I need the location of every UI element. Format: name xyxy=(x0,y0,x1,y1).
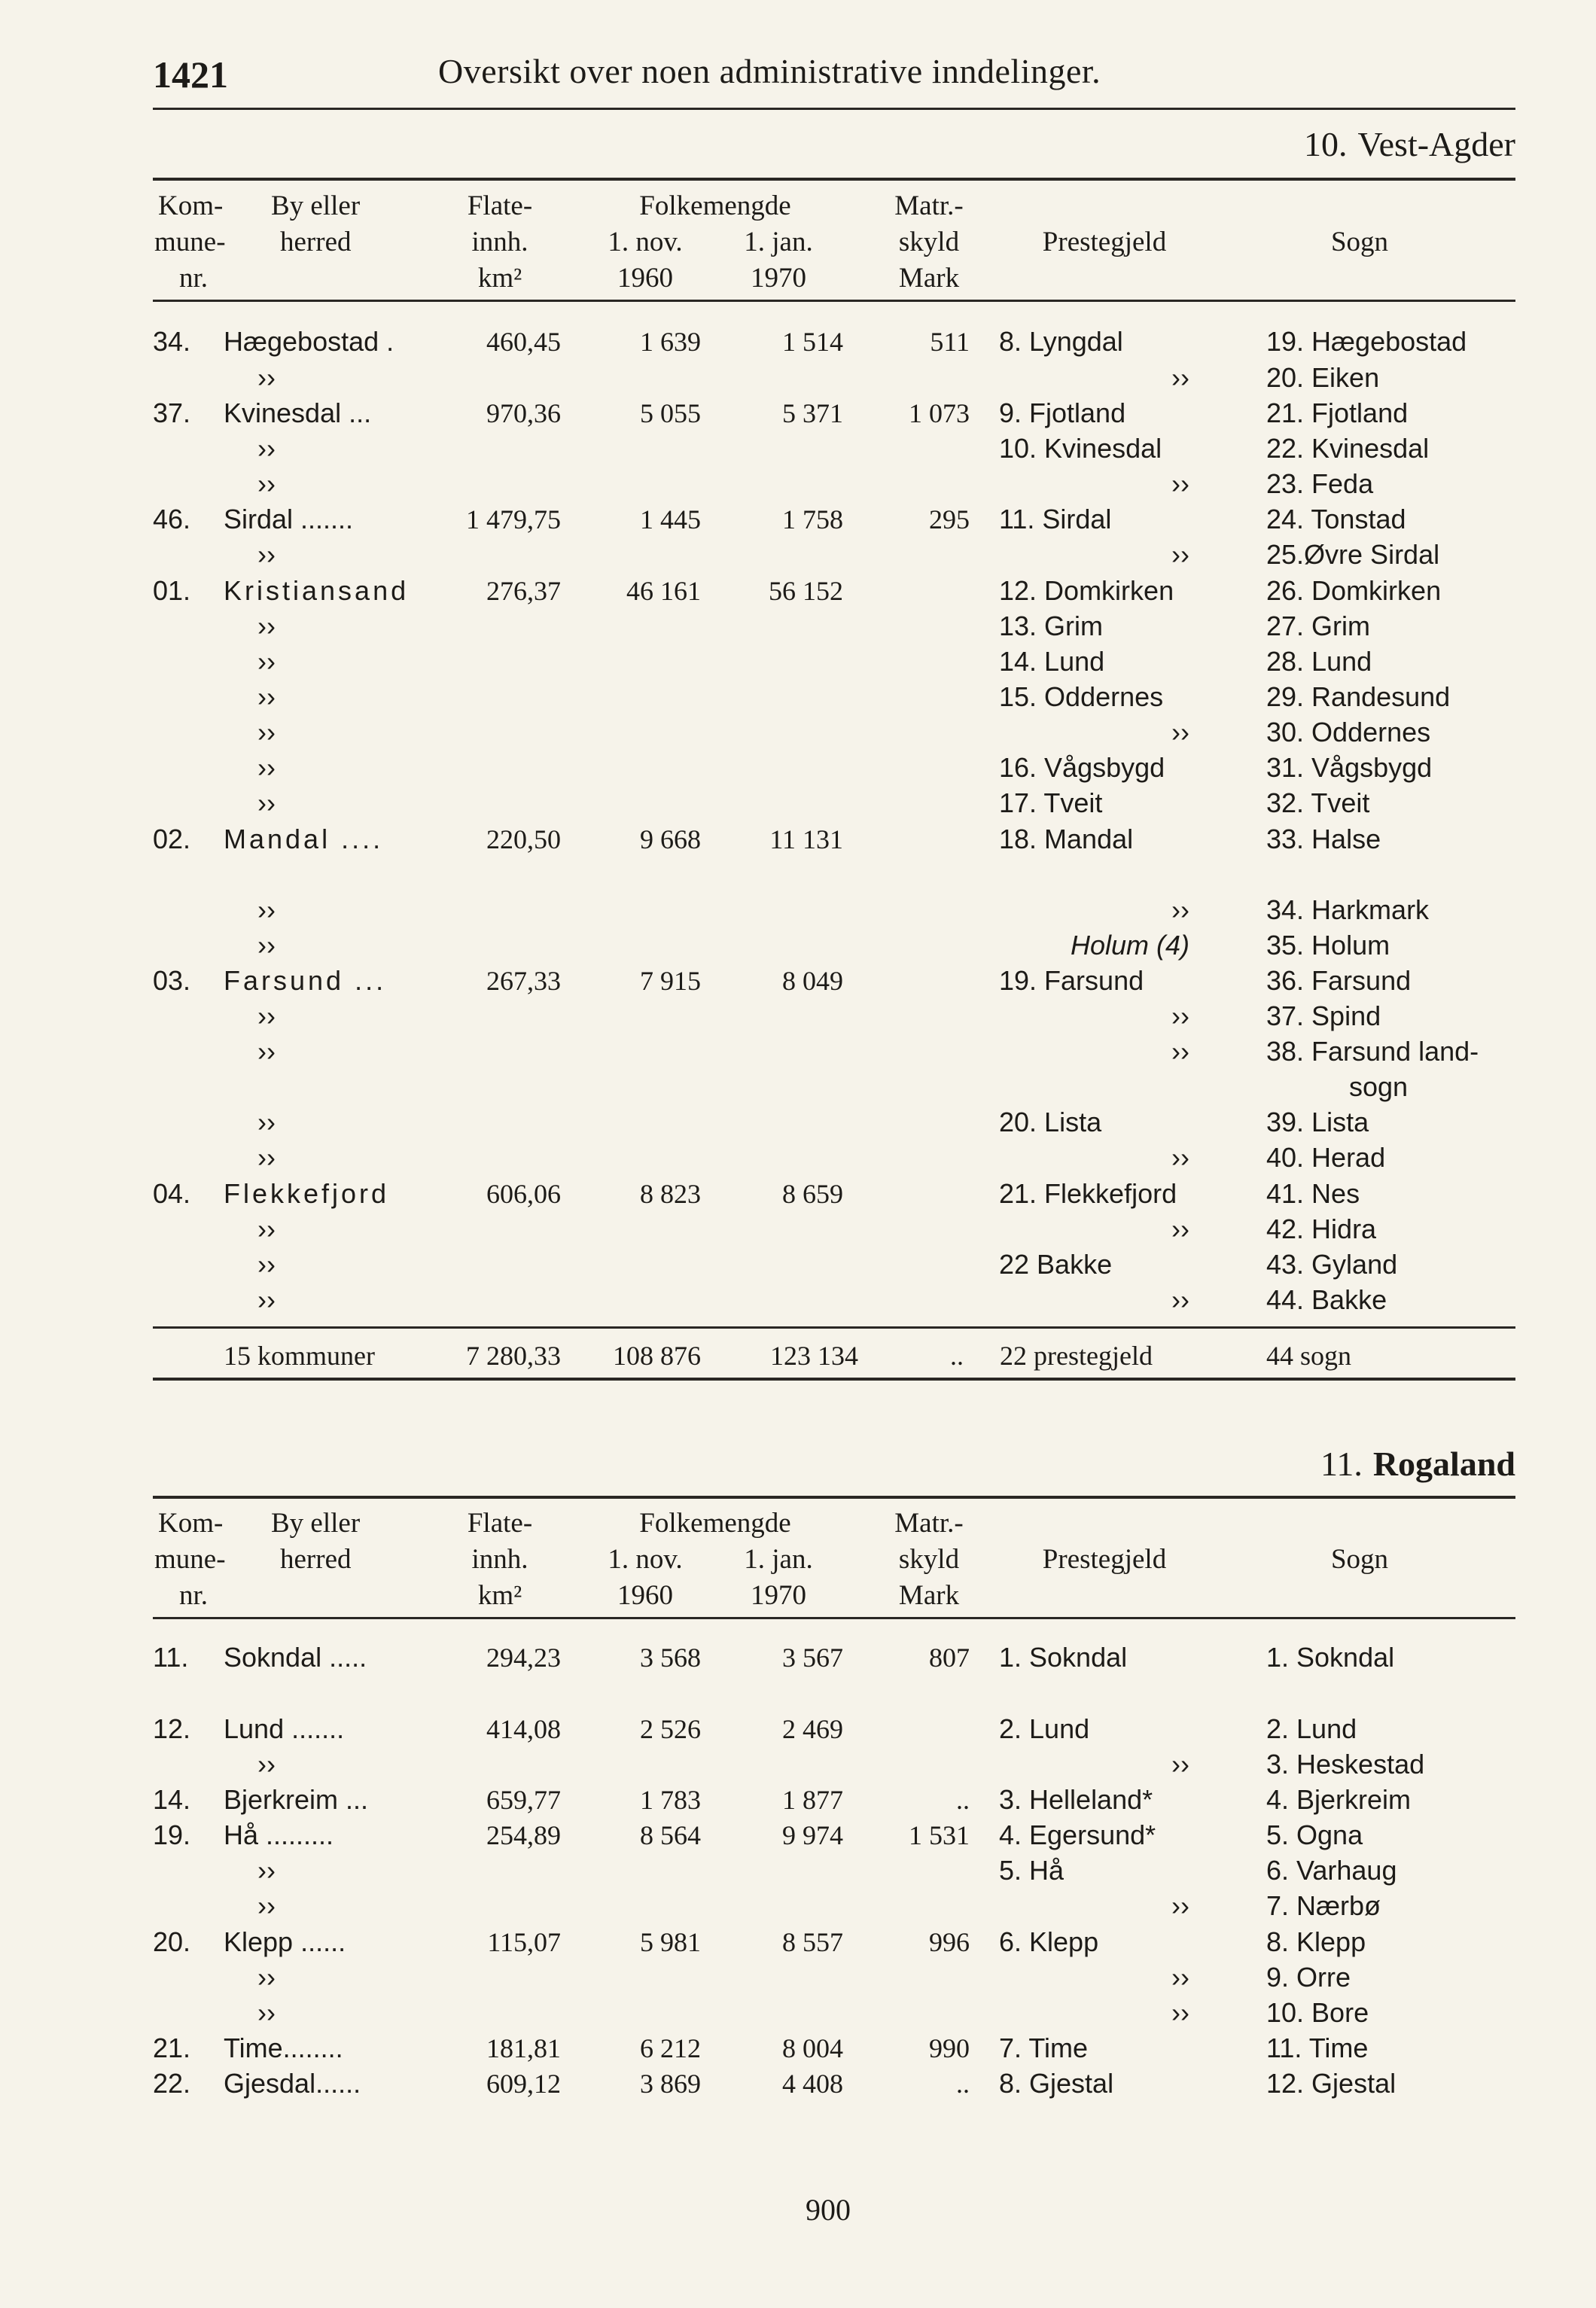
cell-f1960: 8 564 xyxy=(640,1820,701,1850)
cell-sogn: 33. Halse xyxy=(1266,824,1381,854)
header-kom-2: mune- xyxy=(154,1544,226,1575)
total-bottom-rule xyxy=(153,1378,1515,1381)
header-folkemengde: Folkemengde xyxy=(639,190,791,221)
cell-kom: ›› xyxy=(257,894,276,925)
cell-kom: Klepp ...... xyxy=(224,1926,346,1957)
cell-f1960: 5 055 xyxy=(640,398,701,428)
total-kom: 15 kommuner xyxy=(224,1341,375,1371)
cell-sogn: 37. Spind xyxy=(1266,1000,1381,1031)
cell-flate: 609,12 xyxy=(486,2069,561,2099)
cell-f1970: 4 408 xyxy=(782,2069,843,2099)
cell-nr: 14. xyxy=(153,1784,191,1815)
header-bottom-rule xyxy=(153,1617,1515,1619)
cell-f1970: 8 004 xyxy=(782,2033,843,2063)
cell-f1960: 5 981 xyxy=(640,1927,701,1957)
header-1960: 1960 xyxy=(617,1580,673,1611)
cell-preste: 14. Lund xyxy=(999,646,1105,677)
cell-preste: ›› xyxy=(1171,1962,1189,1993)
cell-preste: ›› xyxy=(1171,1284,1189,1315)
header-sogn: Sogn xyxy=(1330,227,1389,257)
header-sogn: Sogn xyxy=(1330,1544,1389,1575)
cell-nr: 21. xyxy=(153,2032,191,2063)
cell-preste: 8. Lyngdal xyxy=(999,326,1123,357)
header-matr-1: Matr.- xyxy=(894,1508,964,1539)
cell-preste: 6. Klepp xyxy=(999,1926,1099,1957)
cell-preste: 9. Fjotland xyxy=(999,397,1126,428)
cell-sogn: 40. Herad xyxy=(1266,1142,1386,1173)
total-top-rule xyxy=(153,1326,1515,1329)
cell-preste: 15. Oddernes xyxy=(999,681,1164,712)
cell-nr: 11. xyxy=(153,1642,189,1673)
cell-kom: ›› xyxy=(257,1249,276,1280)
cell-kom: ›› xyxy=(257,787,276,818)
cell-sogn: 30. Oddernes xyxy=(1266,717,1431,748)
cell-sogn: 35. Holum xyxy=(1266,930,1390,961)
cell-preste: ›› xyxy=(1171,539,1189,570)
cell-kom: ›› xyxy=(257,1962,276,1993)
header-flate-2: innh. xyxy=(471,227,528,257)
header-by-1: By eller xyxy=(271,1508,361,1539)
cell-preste: ›› xyxy=(1171,1997,1189,2028)
cell-f1970: 1 514 xyxy=(782,327,843,357)
cell-f1970: 5 371 xyxy=(782,398,843,428)
cell-matr: .. xyxy=(956,2069,970,2099)
cell-kom: ›› xyxy=(257,1036,276,1067)
cell-sogn: 32. Tveit xyxy=(1266,787,1370,818)
cell-sogn: 1. Sokndal xyxy=(1266,1642,1395,1673)
total-f1960: 108 876 xyxy=(613,1341,701,1371)
cell-f1960: 9 668 xyxy=(640,824,701,854)
header-matr-3: Mark xyxy=(898,1580,960,1611)
cell-kom: ›› xyxy=(257,1997,276,2028)
cell-f1960: 1 783 xyxy=(640,1785,701,1815)
cell-kom: ›› xyxy=(257,717,276,748)
cell-matr: 295 xyxy=(929,504,970,534)
region-name: Rogaland xyxy=(1372,1445,1515,1483)
cell-nr: 37. xyxy=(153,397,191,428)
cell-sogn: 26. Domkirken xyxy=(1266,575,1442,606)
cell-kom: Hægebostad . xyxy=(224,326,394,357)
header-by-1: By eller xyxy=(271,190,361,221)
cell-kom: Sokndal ..... xyxy=(224,1642,367,1673)
cell-flate: 460,45 xyxy=(486,327,561,357)
cell-preste: ›› xyxy=(1171,1036,1189,1067)
cell-kom: Hå ......... xyxy=(224,1819,334,1850)
header-jan: 1. jan. xyxy=(744,227,813,257)
cell-nr: 19. xyxy=(153,1819,191,1850)
cell-kom: ›› xyxy=(257,1890,276,1921)
cell-sogn: 43. Gyland xyxy=(1266,1249,1398,1280)
cell-preste: ›› xyxy=(1171,1213,1189,1244)
cell-sogn: 7. Nærbø xyxy=(1266,1890,1381,1921)
cell-f1960: 46 161 xyxy=(626,576,701,606)
cell-matr: 1 531 xyxy=(909,1820,970,1850)
cell-sogn: 19. Hægebostad xyxy=(1266,326,1467,357)
total-f1970: 123 134 xyxy=(770,1341,858,1371)
header-jan: 1. jan. xyxy=(744,1544,813,1575)
cell-preste: ›› xyxy=(1171,1000,1189,1031)
cell-flate: 414,08 xyxy=(486,1714,561,1744)
cell-sogn: 42. Hidra xyxy=(1266,1213,1377,1244)
cell-preste: 11. Sirdal xyxy=(999,504,1112,534)
cell-flate: 254,89 xyxy=(486,1820,561,1850)
cell-matr: 1 073 xyxy=(909,398,970,428)
cell-f1960: 6 212 xyxy=(640,2033,701,2063)
cell-preste: Holum (4) xyxy=(1070,930,1189,961)
cell-flate: 267,33 xyxy=(486,966,561,996)
cell-matr: 511 xyxy=(930,327,970,357)
header-flate-3: km² xyxy=(477,1580,522,1611)
cell-sogn: 44. Bakke xyxy=(1266,1284,1387,1315)
cell-preste: 8. Gjestal xyxy=(999,2068,1114,2099)
cell-flate: 1 479,75 xyxy=(466,504,561,534)
cell-f1970: 56 152 xyxy=(769,576,843,606)
region-title xyxy=(1304,124,1515,164)
region-number: 10. xyxy=(1304,125,1348,163)
cell-sogn: 3. Heskestad xyxy=(1266,1749,1425,1780)
cell-preste: ›› xyxy=(1171,717,1189,748)
cell-kom: ›› xyxy=(257,539,276,570)
cell-sogn: 25.Øvre Sirdal xyxy=(1266,539,1440,570)
region-number: 11. xyxy=(1320,1445,1363,1483)
cell-sogn: 29. Randesund xyxy=(1266,681,1451,712)
cell-nr: 01. xyxy=(153,575,191,606)
header-flate-1: Flate- xyxy=(467,1508,533,1539)
cell-kom: ›› xyxy=(257,1749,276,1780)
cell-sogn: sogn xyxy=(1349,1071,1409,1102)
cell-kom: ›› xyxy=(257,433,276,464)
cell-sogn: 12. Gjestal xyxy=(1266,2068,1396,2099)
cell-sogn: 4. Bjerkreim xyxy=(1266,1784,1412,1815)
cell-preste: 19. Farsund xyxy=(999,965,1144,996)
cell-kom: ›› xyxy=(257,1107,276,1137)
cell-kom: ›› xyxy=(257,1855,276,1886)
cell-flate: 606,06 xyxy=(486,1179,561,1209)
cell-sogn: 10. Bore xyxy=(1266,1997,1369,2028)
total-matr: .. xyxy=(950,1341,964,1371)
cell-f1970: 9 974 xyxy=(782,1820,843,1850)
header-matr-1: Matr.- xyxy=(894,190,964,221)
cell-kom: Lund ....... xyxy=(224,1713,345,1744)
cell-nr: 34. xyxy=(153,326,191,357)
cell-preste: 16. Vågsbygd xyxy=(999,752,1165,783)
cell-sogn: 5. Ogna xyxy=(1266,1819,1363,1850)
header-flate-2: innh. xyxy=(471,1544,528,1575)
header-matr-3: Mark xyxy=(898,263,960,294)
header-matr-2: skyld xyxy=(898,227,960,257)
cell-nr: 12. xyxy=(153,1713,191,1744)
cell-sogn: 20. Eiken xyxy=(1266,362,1380,393)
header-bottom-rule xyxy=(153,300,1515,302)
cell-kom: ›› xyxy=(257,646,276,677)
page-number: 1421 xyxy=(153,53,228,96)
header-kom-2: mune- xyxy=(154,227,226,257)
cell-sogn: 39. Lista xyxy=(1266,1107,1369,1137)
total-preste: 22 prestegjeld xyxy=(1000,1341,1153,1371)
cell-f1960: 2 526 xyxy=(640,1714,701,1744)
cell-kom: Bjerkreim ... xyxy=(224,1784,369,1815)
cell-flate: 181,81 xyxy=(486,2033,561,2063)
header-prestegjeld: Prestegjeld xyxy=(1042,1544,1167,1575)
cell-sogn: 6. Varhaug xyxy=(1266,1855,1397,1886)
cell-preste: 12. Domkirken xyxy=(999,575,1174,606)
header-by-2: herred xyxy=(280,1544,352,1575)
header-nov: 1. nov. xyxy=(608,227,683,257)
cell-sogn: 24. Tonstad xyxy=(1266,504,1406,534)
cell-kom: ›› xyxy=(257,468,276,499)
cell-sogn: 23. Feda xyxy=(1266,468,1374,499)
header-nov: 1. nov. xyxy=(608,1544,683,1575)
cell-kom: Gjesdal...... xyxy=(224,2068,361,2099)
cell-preste: 4. Egersund* xyxy=(999,1819,1156,1850)
header-kom-1: Kom- xyxy=(158,190,224,221)
header-folkemengde: Folkemengde xyxy=(639,1508,791,1539)
cell-preste: ›› xyxy=(1171,1890,1189,1921)
cell-nr: 03. xyxy=(153,965,191,996)
cell-preste: ›› xyxy=(1171,894,1189,925)
header-top-rule xyxy=(153,178,1515,181)
cell-sogn: 41. Nes xyxy=(1266,1178,1360,1209)
cell-nr: 04. xyxy=(153,1178,191,1209)
cell-preste: 13. Grim xyxy=(999,610,1104,641)
cell-sogn: 11. Time xyxy=(1266,2032,1369,2063)
cell-preste: 20. Lista xyxy=(999,1107,1102,1137)
cell-preste: 22 Bakke xyxy=(999,1249,1113,1280)
cell-f1970: 8 659 xyxy=(782,1179,843,1209)
cell-preste: 1. Sokndal xyxy=(999,1642,1128,1673)
cell-kom: ›› xyxy=(257,610,276,641)
cell-preste: 3. Helleland* xyxy=(999,1784,1153,1815)
cell-kom: Flekkefjord xyxy=(224,1178,390,1209)
cell-f1960: 8 823 xyxy=(640,1179,701,1209)
cell-f1970: 1 877 xyxy=(782,1785,843,1815)
footer-page-number: 900 xyxy=(806,2193,851,2227)
cell-f1960: 3 568 xyxy=(640,1643,701,1673)
cell-kom: ›› xyxy=(257,681,276,712)
header-top-rule xyxy=(153,1496,1515,1499)
cell-nr: 20. xyxy=(153,1926,191,1957)
cell-f1970: 8 049 xyxy=(782,966,843,996)
cell-kom: Kvinesdal ... xyxy=(224,397,372,428)
cell-kom: ›› xyxy=(257,1284,276,1315)
cell-sogn: 27. Grim xyxy=(1266,610,1371,641)
cell-f1960: 7 915 xyxy=(640,966,701,996)
cell-nr: 22. xyxy=(153,2068,191,2099)
cell-sogn: 31. Vågsbygd xyxy=(1266,752,1433,783)
cell-matr: 807 xyxy=(929,1643,970,1673)
cell-sogn: 38. Farsund land- xyxy=(1266,1036,1479,1067)
region-title xyxy=(1320,1444,1515,1484)
cell-kom: Kristiansand xyxy=(224,575,410,606)
header-flate-1: Flate- xyxy=(467,190,533,221)
cell-f1960: 1 639 xyxy=(640,327,701,357)
cell-nr: 46. xyxy=(153,504,191,534)
cell-matr: .. xyxy=(956,1785,970,1815)
total-sogn: 44 sogn xyxy=(1266,1341,1352,1371)
cell-f1960: 3 869 xyxy=(640,2069,701,2099)
header-matr-2: skyld xyxy=(898,1544,960,1575)
cell-preste: 10. Kvinesdal xyxy=(999,433,1162,464)
cell-sogn: 2. Lund xyxy=(1266,1713,1357,1744)
cell-flate: 970,36 xyxy=(486,398,561,428)
header-1960: 1960 xyxy=(617,263,673,294)
header-1970: 1970 xyxy=(751,263,806,294)
header-kom-1: Kom- xyxy=(158,1508,224,1539)
header-kom-3: nr. xyxy=(179,1580,209,1611)
cell-preste: 18. Mandal xyxy=(999,824,1134,854)
cell-kom: Time........ xyxy=(224,2032,343,2063)
cell-sogn: 9. Orre xyxy=(1266,1962,1351,1993)
cell-preste: ›› xyxy=(1171,1749,1189,1780)
top-rule xyxy=(153,108,1515,110)
cell-sogn: 28. Lund xyxy=(1266,646,1372,677)
cell-kom: Mandal .... xyxy=(224,824,384,854)
cell-f1970: 1 758 xyxy=(782,504,843,534)
page-title: Oversikt over noen administrative inndelinger. xyxy=(438,52,1101,90)
cell-preste: ›› xyxy=(1171,468,1189,499)
cell-sogn: 8. Klepp xyxy=(1266,1926,1366,1957)
cell-kom: ›› xyxy=(257,1142,276,1173)
cell-preste: 2. Lund xyxy=(999,1713,1090,1744)
cell-flate: 220,50 xyxy=(486,824,561,854)
cell-sogn: 22. Kvinesdal xyxy=(1266,433,1430,464)
cell-preste: ›› xyxy=(1171,1142,1189,1173)
cell-matr: 996 xyxy=(929,1927,970,1957)
cell-matr: 990 xyxy=(929,2033,970,2063)
cell-kom: ›› xyxy=(257,752,276,783)
cell-flate: 276,37 xyxy=(486,576,561,606)
cell-nr: 02. xyxy=(153,824,191,854)
cell-f1960: 1 445 xyxy=(640,504,701,534)
cell-kom: Farsund ... xyxy=(224,965,387,996)
header-prestegjeld: Prestegjeld xyxy=(1042,227,1167,257)
cell-sogn: 21. Fjotland xyxy=(1266,397,1409,428)
total-flate: 7 280,33 xyxy=(466,1341,561,1371)
cell-preste: 7. Time xyxy=(999,2032,1089,2063)
cell-kom: ›› xyxy=(257,362,276,393)
header-1970: 1970 xyxy=(751,1580,806,1611)
cell-kom: ›› xyxy=(257,1213,276,1244)
cell-preste: 17. Tveit xyxy=(999,787,1103,818)
cell-flate: 659,77 xyxy=(486,1785,561,1815)
cell-preste: ›› xyxy=(1171,362,1189,393)
header-by-2: herred xyxy=(280,227,352,257)
cell-kom: ›› xyxy=(257,1000,276,1031)
cell-f1970: 3 567 xyxy=(782,1643,843,1673)
cell-sogn: 34. Harkmark xyxy=(1266,894,1430,925)
cell-preste: 5. Hå xyxy=(999,1855,1065,1886)
cell-flate: 115,07 xyxy=(487,1927,561,1957)
cell-kom: ›› xyxy=(257,930,276,961)
cell-f1970: 2 469 xyxy=(782,1714,843,1744)
cell-preste: 21. Flekkefjord xyxy=(999,1178,1177,1209)
cell-flate: 294,23 xyxy=(486,1643,561,1673)
cell-sogn: 36. Farsund xyxy=(1266,965,1412,996)
cell-f1970: 8 557 xyxy=(782,1927,843,1957)
cell-f1970: 11 131 xyxy=(769,824,843,854)
region-name: Vest-Agder xyxy=(1357,125,1515,163)
cell-kom: Sirdal ....... xyxy=(224,504,354,534)
header-flate-3: km² xyxy=(477,263,522,294)
header-kom-3: nr. xyxy=(179,263,209,294)
